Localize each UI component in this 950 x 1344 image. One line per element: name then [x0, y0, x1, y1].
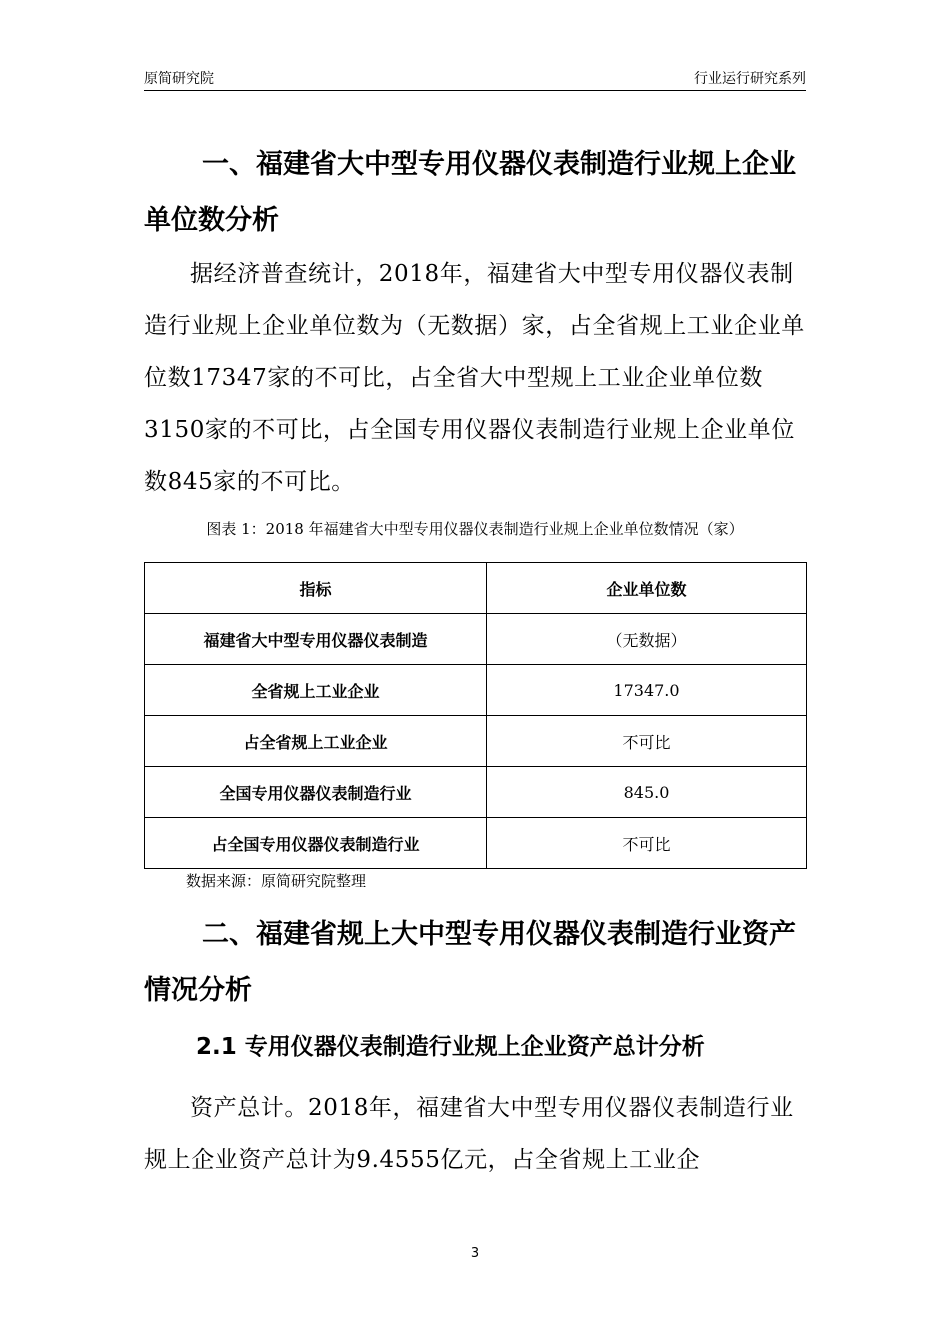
section1-title: 一、福建省大中型专用仪器仪表制造行业规上企业单位数分析 [144, 149, 796, 236]
enterprise-count-table [144, 562, 807, 869]
table-row [145, 818, 807, 869]
table-caption: 图表 1：2018 年福建省大中型专用仪器仪表制造行业规上企业单位数情况（家） [206, 520, 744, 538]
header-series-name: 行业运行研究系列 [694, 71, 806, 87]
table-cell-indicator: 福建省大中型专用仪器仪表制造 [145, 614, 487, 665]
page-header [144, 66, 806, 91]
table-cell-indicator: 占全国专用仪器仪表制造行业 [145, 818, 487, 869]
table-source-note: 数据来源：原简研究院整理 [186, 872, 367, 890]
table-cell-value: （无数据） [487, 614, 807, 665]
table-header-indicator: 指标 [145, 563, 487, 614]
table-row [145, 716, 807, 767]
table-row [145, 767, 807, 818]
table-header-count: 企业单位数 [487, 563, 807, 614]
page-number: 3 [470, 1246, 480, 1261]
table-cell-indicator: 占全省规上工业企业 [145, 716, 487, 767]
header-org-name: 原简研究院 [144, 71, 214, 87]
section2-title: 二、福建省规上大中型专用仪器仪表制造行业资产情况分析 [144, 919, 796, 1006]
section2-subtitle: 2.1 专用仪器仪表制造行业规上企业资产总计分析 [196, 1034, 705, 1060]
table-row [145, 614, 807, 665]
section2-paragraph: 资产总计。2018年，福建省大中型专用仪器仪表制造行业规上企业资产总计为9.4555亿元，占全省规上工业企 [144, 1095, 794, 1173]
table-cell-value: 17347.0 [487, 665, 807, 716]
table-cell-indicator: 全省规上工业企业 [145, 665, 487, 716]
table-cell-value: 不可比 [487, 818, 807, 869]
table-cell-value: 845.0 [487, 767, 807, 818]
section1-paragraph: 据经济普查统计，2018年，福建省大中型专用仪器仪表制造行业规上企业单位数为（无数据）家，占全省规上工业企业单位数17347家的不可比，占全省大中型规上工业企业单位数3150家的不可比，占全国专用仪器仪表制造行业规上企业单位数845家的不可比。 [144, 261, 805, 495]
table-cell-value: 不可比 [487, 716, 807, 767]
table-header-row [145, 563, 807, 614]
table-cell-indicator: 全国专用仪器仪表制造行业 [145, 767, 487, 818]
table-row [145, 665, 807, 716]
